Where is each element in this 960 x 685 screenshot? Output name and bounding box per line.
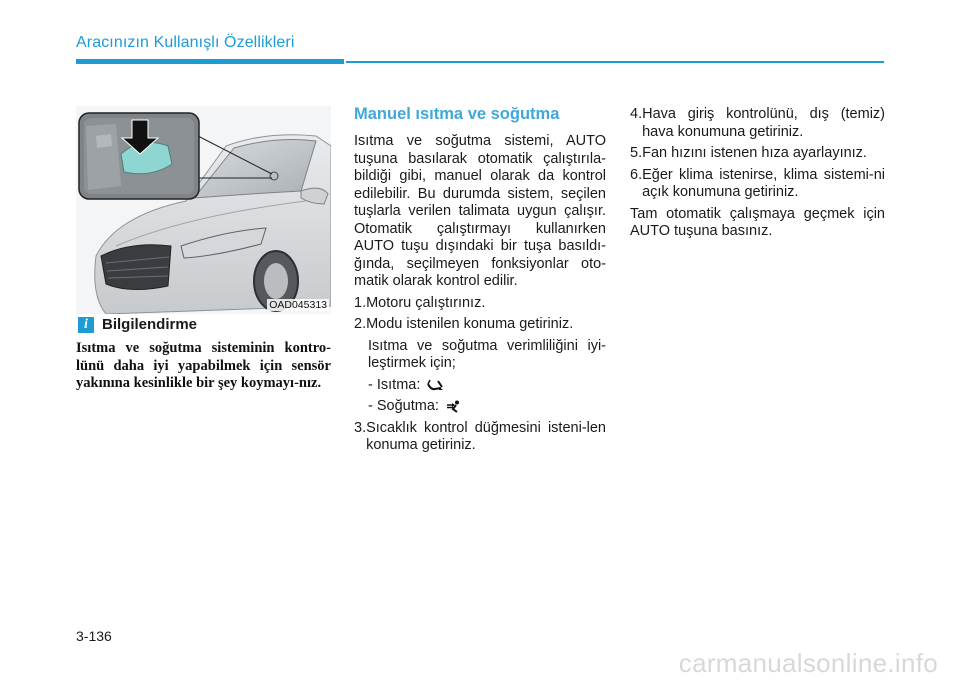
- step-item: [354, 420, 606, 455]
- step-number: 2.: [354, 316, 367, 332]
- header-rule-thick: [76, 59, 344, 64]
- step-number: 4.: [630, 106, 643, 122]
- steps-continued-column: [630, 106, 885, 245]
- face-vent-icon: [445, 400, 463, 414]
- step-text: Sıcaklık kontrol düğmesini isteni-len konuma getiriniz.: [366, 419, 606, 453]
- manual-section-column: [354, 104, 606, 459]
- step-item: [630, 145, 885, 163]
- info-title: Bilgilendirme: [102, 316, 198, 333]
- step-number: 5.: [630, 145, 643, 161]
- heating-mode-line: [354, 377, 606, 395]
- car-illustration: [76, 106, 331, 314]
- step-item: [354, 316, 606, 334]
- section-heading: Manuel ısıtma ve soğutma: [354, 105, 560, 123]
- step-item: [354, 295, 606, 313]
- step-text: Hava giriş kontrolünü, dış (temiz) hava konumuna getiriniz.: [642, 106, 885, 140]
- car-sensor-figure: [76, 106, 331, 314]
- step-text: Fan hızını istenen hıza ayarlayınız.: [642, 145, 867, 161]
- watermark: carmanualsonline.info: [678, 648, 938, 678]
- step-number: 3.: [354, 419, 367, 436]
- step-text: Modu istenilen konuma getiriniz.: [366, 316, 574, 332]
- floor-vent-icon: [426, 378, 444, 392]
- step-number: 6.: [630, 166, 643, 183]
- cooling-mode-line: [354, 398, 606, 416]
- step-item: [630, 167, 885, 202]
- step-text: Eğer klima istenirse, klima sistemi-ni açık konumuna getiriniz.: [642, 166, 885, 200]
- info-text: Isıtma ve soğutma sisteminin kontro-lünü daha iyi yapabilmek için sensör yakınına kesinlikle bir şey koymayı-nız.: [76, 340, 331, 391]
- page-number: 3-136: [76, 628, 112, 644]
- info-icon: i: [78, 317, 94, 333]
- mode-note: Isıtma ve soğutma verimliliğini iyi-leştirmek için;: [368, 337, 606, 371]
- header-rule-thin: [346, 61, 884, 63]
- figure-code: OAD045313: [269, 299, 327, 311]
- info-heading: [78, 316, 197, 333]
- step-number: 1.: [354, 294, 367, 311]
- cooling-label: - Soğutma:: [368, 398, 439, 414]
- section-intro: Isıtma ve soğutma sistemi, AUTO tuşuna basılarak otomatik çalıştırıla-bildiği gibi, manuel olarak da kontrol edilebilir. Bu durumda sistem, seçilen tuşlarla verilen talimata uygun çalışır. Otomatik çalıştırmayı kullanırken AUTO tuşu dışındaki bir tuşa basıldı-ğında, seçilmeyen fonksiyonlar oto-matik olarak kontrol edilir.: [354, 133, 606, 289]
- step-text: Motoru çalıştırınız.: [366, 294, 486, 311]
- closing-paragraph: Tam otomatik çalışmaya geçmek için AUTO tuşuna basınız.: [630, 205, 885, 239]
- step-item: [630, 106, 885, 141]
- section-header-title: Aracınızın Kullanışlı Özellikleri: [76, 34, 295, 51]
- heating-label: - Isıtma:: [368, 376, 421, 393]
